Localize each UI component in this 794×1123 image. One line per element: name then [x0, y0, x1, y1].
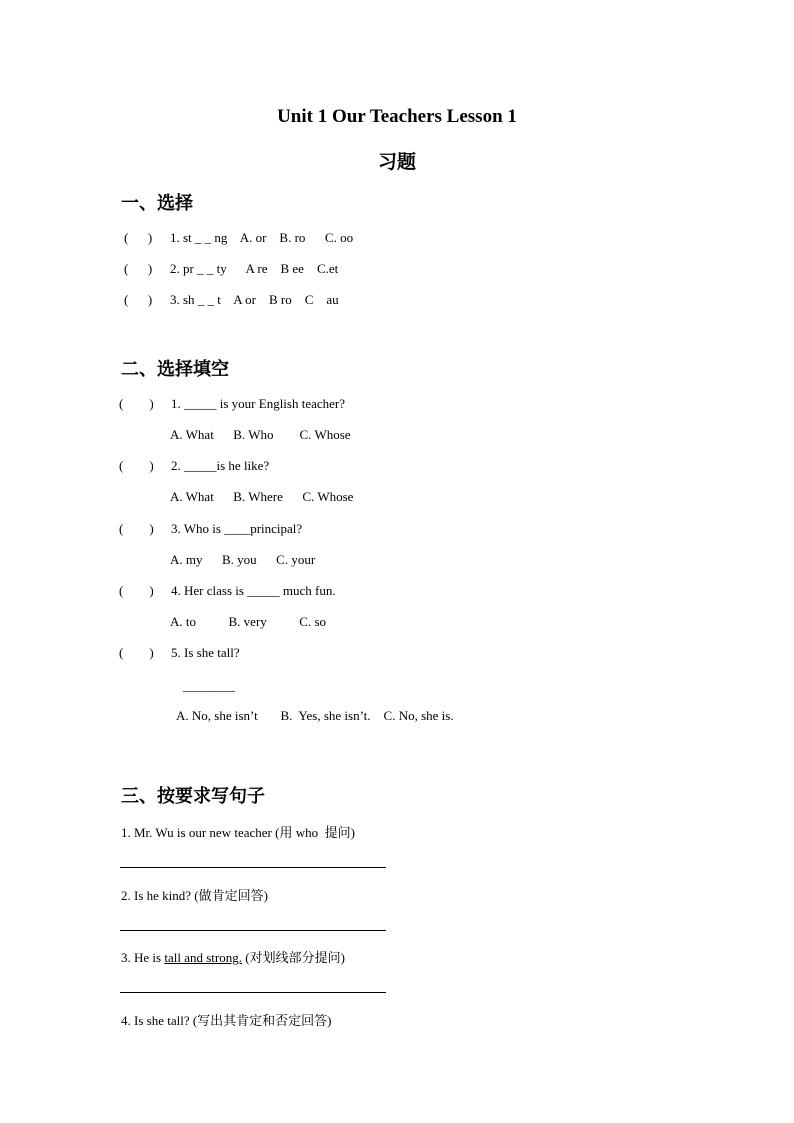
question-text: 2. _____is he like? — [171, 458, 270, 473]
question-options: A. What B. Who C. Whose — [170, 427, 351, 442]
answer-paren: ( ) — [119, 521, 154, 536]
answer-paren: ( ) — [124, 261, 153, 276]
answer-line — [120, 930, 386, 931]
rewrite-prompt: 1. Mr. Wu is our new teacher (用 who 提问) — [121, 825, 355, 840]
answer-line — [120, 992, 386, 993]
answer-paren: ( ) — [124, 292, 153, 307]
question-text: 3. sh _ _ t A or B ro C au — [170, 292, 339, 307]
answer-paren: ( ) — [119, 458, 154, 473]
answer-blank: ________ — [183, 678, 235, 693]
question-options: A. What B. Where C. Whose — [170, 489, 354, 504]
section-heading-choice: 一、选择 — [121, 193, 193, 213]
question-text: 1. _____ is your English teacher? — [171, 396, 346, 411]
question-text: 1. st _ _ ng A. or B. ro C. oo — [170, 230, 354, 245]
question-text: 2. pr _ _ ty A re B ee C.et — [170, 261, 339, 276]
rewrite-prompt: 4. Is she tall? (写出其肯定和否定回答) — [121, 1013, 332, 1028]
section-heading-rewrite: 三、按要求写句子 — [121, 786, 265, 806]
answer-paren: ( ) — [119, 396, 154, 411]
page-subtitle: 习题 — [377, 152, 416, 173]
underlined-phrase: tall and strong. — [164, 950, 242, 965]
question-options: A. No, she isn’t B. Yes, she isn’t. C. No, she is. — [176, 708, 454, 723]
question-options: A. to B. very C. so — [170, 614, 326, 629]
answer-line — [120, 867, 386, 868]
question-text: 3. Who is ____principal? — [171, 521, 303, 536]
page-title: Unit 1 Our Teachers Lesson 1 — [277, 106, 517, 127]
answer-paren: ( ) — [124, 230, 153, 245]
answer-paren: ( ) — [119, 645, 154, 660]
question-text: 4. Her class is _____ much fun. — [171, 583, 336, 598]
section-heading-fill-blank: 二、选择填空 — [121, 359, 229, 379]
rewrite-prompt-pre: 3. He is — [121, 950, 165, 965]
question-options: A. my B. you C. your — [170, 552, 316, 567]
question-text: 5. Is she tall? — [171, 645, 240, 660]
rewrite-prompt — [121, 947, 345, 966]
answer-paren: ( ) — [119, 583, 154, 598]
rewrite-prompt: 2. Is he kind? (做肯定回答) — [121, 888, 268, 903]
rewrite-prompt-post: (对划线部分提问) — [241, 950, 345, 965]
